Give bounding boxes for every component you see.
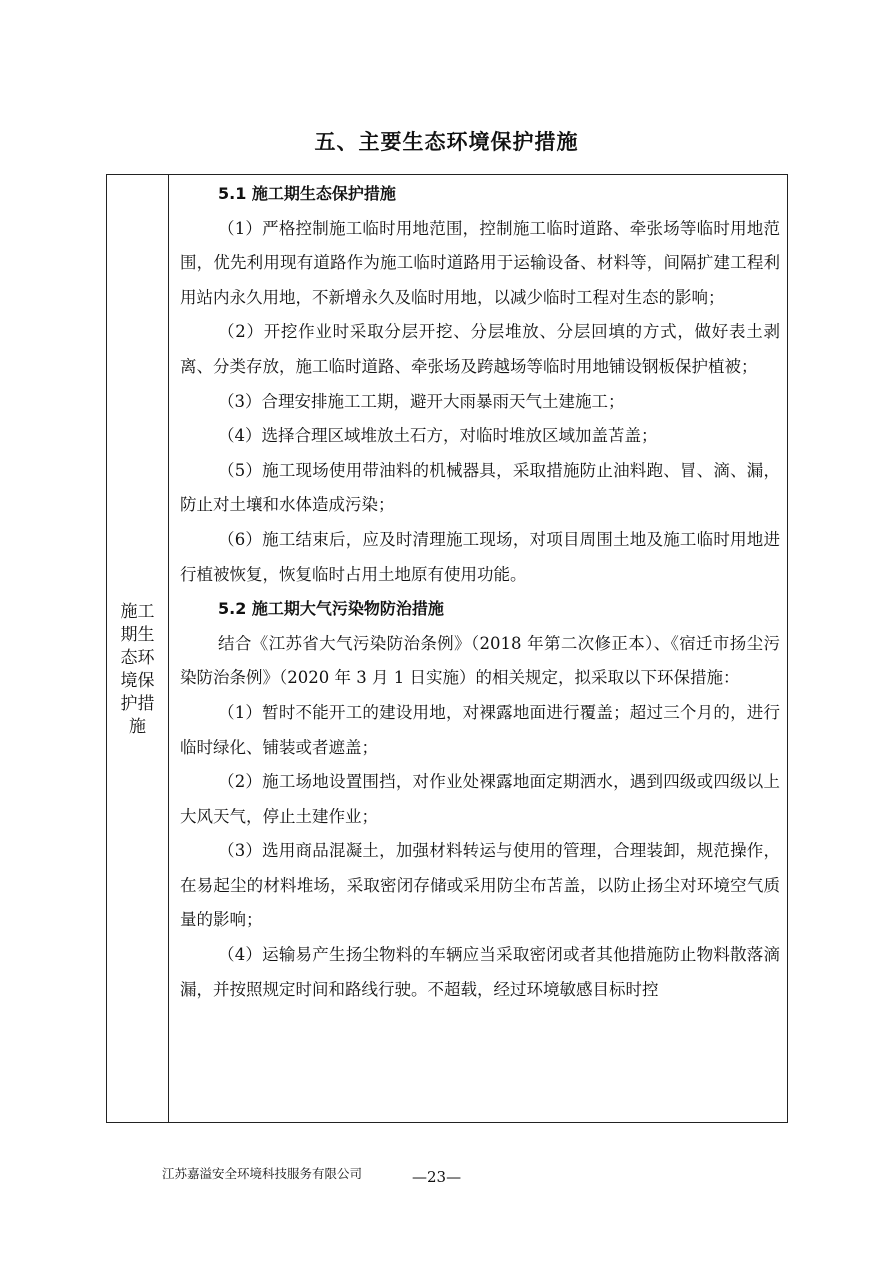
page-number: —23— (412, 1168, 462, 1186)
paragraph: （3）合理安排施工工期，避开大雨暴雨天气土建施工； (218, 391, 625, 411)
paragraph: （2）开挖作业时采取分层开挖、分层堆放、分层回填的方式，做好表土剥离、分类存放，施工临时道路、牵张场及跨越场等临时用地铺设钢板保护植被； (180, 322, 780, 376)
column-divider (168, 175, 169, 1122)
page-title: 五、主要生态环境保护措施 (314, 130, 579, 154)
paragraph: （5）施工现场使用带油料的机械器具，采取措施防止油料跑、冒、滴、漏，防止对土壤和水体造成污染； (180, 460, 780, 515)
paragraph: （1）暂时不能开工的建设用地，对裸露地面进行覆盖；超过三个月的，进行临时绿化、铺装或者遮盖； (180, 702, 780, 757)
paragraph: （3）选用商品混凝土，加强材料转运与使用的管理，合理装卸，规范操作，在易起尘的材料堆场，采取密闭存储或采用防尘布苫盖，以防止扬尘对环境空气质量的影响； (180, 841, 780, 930)
measures-table (106, 174, 788, 1123)
category-cell (107, 175, 168, 1122)
paragraph: （6）施工结束后，应及时清理施工现场，对项目周围土地及施工临时用地进行植被恢复，恢复临时占用土地原有使用功能。 (180, 529, 780, 584)
section-heading: 5.1 施工期生态保护措施 (218, 184, 396, 203)
paragraph: （1）严格控制施工临时用地范围，控制施工临时道路、牵张场等临时用地范围，优先利用现有道路作为施工临时道路用于运输设备、材料等，间隔扩建工程利用站内永久用地，不新增永久及临时用地，以减少临时工程对生态的影响； (180, 218, 780, 307)
paragraph: （4）选择合理区域堆放土石方，对临时堆放区域加盖苫盖； (218, 426, 658, 446)
paragraph: （4）运输易产生扬尘物料的车辆应当采取密闭或者其他措施防止物料散落滴漏，并按照规定时间和路线行驶。不超载，经过环境敏感目标时控 (180, 945, 780, 999)
footer-company: 江苏嘉溢安全环境科技服务有限公司 (162, 1166, 363, 1181)
category-label: 施工期生态环境保护措施 (120, 601, 155, 737)
measures-content (180, 177, 780, 1007)
paragraph: （2）施工场地设置围挡，对作业处裸露地面定期洒水，遇到四级或四级以上大风天气，停止土建作业； (180, 772, 780, 826)
section-heading: 5.2 施工期大气污染物防治措施 (218, 599, 444, 619)
paragraph: 结合《江苏省大气污染防治条例》（2018 年第二次修正本）、《宿迁市扬尘污染防治条例》（2020 年 3 月 1 日实施）的相关规定，拟采取以下环保措施： (180, 633, 780, 688)
